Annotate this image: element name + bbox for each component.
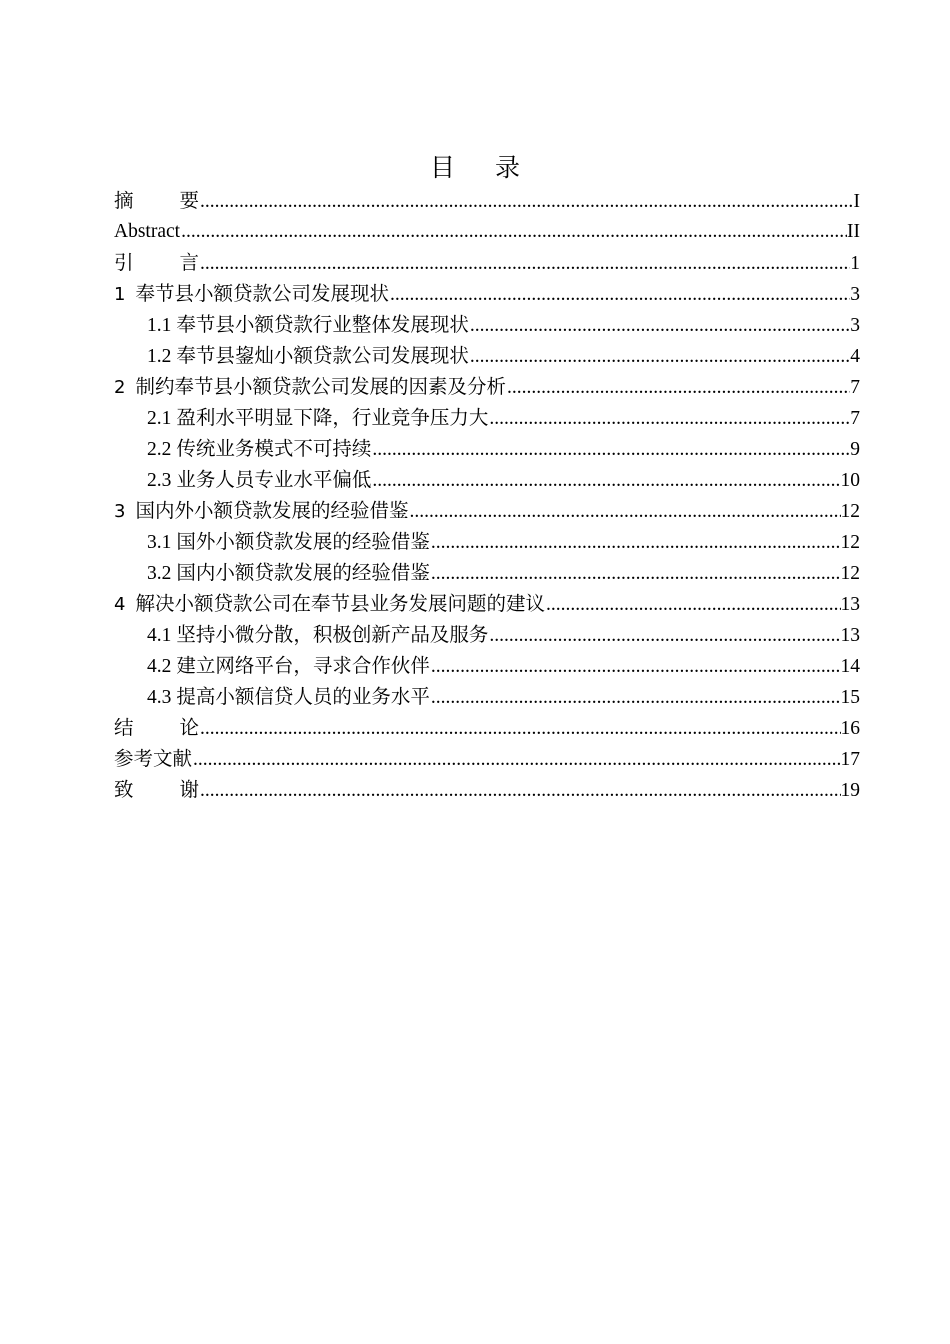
dot-leader [199,775,840,806]
toc-entry-page-number: 9 [850,439,860,460]
toc-entry-label: 解决小额贷款公司在奉节县业务发展问题的建议 [135,592,545,615]
toc-entry-page-number: 12 [840,532,860,553]
toc-entry-number: 3 [114,501,126,522]
toc-entry[interactable] [114,278,860,309]
toc-entry-page-number: 7 [850,377,860,398]
toc-title-part2: 录 [495,153,521,182]
toc-entry-label: 国内外小额贷款发展的经验借鉴 [135,499,409,522]
toc-entry-label: 坚持小微分散，积极创新产品及服务 [176,623,489,646]
dot-leader [199,186,853,217]
toc-entry-label: 摘要 [114,189,246,212]
toc-entry-number: 4.3 [147,687,172,708]
toc-entry-page-number: 4 [850,346,860,367]
toc-entry-page-number: 13 [840,594,860,615]
toc-entry[interactable] [114,247,860,278]
dot-leader [199,713,840,744]
toc-entry-number: 3.2 [147,563,172,584]
dot-leader [371,434,850,465]
toc-entry-label: 奉节县小额贷款公司发展现状 [135,282,389,305]
toc-entry-number: 2 [114,377,126,398]
toc-entry-number: 2.2 [147,439,172,460]
toc-entry[interactable] [114,743,860,774]
toc-entry-label: 奉节县鋆灿小额贷款公司发展现状 [176,344,469,367]
toc-list [114,185,860,805]
toc-entry-number: 4 [114,594,126,615]
toc-entry-label: 制约奉节县小额贷款公司发展的因素及分析 [135,375,506,398]
toc-entry[interactable] [114,340,860,371]
toc-entry[interactable] [114,712,860,743]
dot-leader [545,589,841,620]
toc-entry-label: 奉节县小额贷款行业整体发展现状 [176,313,469,336]
toc-entry-label: 致谢 [114,778,246,801]
dot-leader [469,310,850,341]
dot-leader [488,620,840,651]
toc-entry-page-number: 13 [840,625,860,646]
toc-entry-number: 2.1 [147,408,172,429]
toc-entry-page-number: II [847,221,860,242]
toc-entry-page-number: 14 [840,656,860,677]
toc-entry-page-number: 19 [840,780,860,801]
dot-leader [180,216,847,247]
dot-leader [430,651,841,682]
toc-entry[interactable] [114,371,860,402]
toc-entry-page-number: 1 [850,253,860,274]
toc-entry-page-number: 12 [840,501,860,522]
toc-entry-page-number: I [853,191,860,212]
toc-entry[interactable] [114,650,860,681]
toc-entry[interactable] [114,774,860,805]
toc-entry-label: 传统业务模式不可持续 [176,437,372,460]
toc-entry[interactable] [114,588,860,619]
toc-entry[interactable] [114,495,860,526]
toc-entry-label: Abstract [114,221,181,242]
toc-entry-page-number: 16 [840,718,860,739]
toc-entry-page-number: 12 [840,563,860,584]
toc-entry-label: 盈利水平明显下降，行业竞争压力大 [176,406,489,429]
toc-entry[interactable] [114,185,860,216]
dot-leader [199,248,850,279]
toc-entry[interactable] [114,619,860,650]
toc-entry-number: 3.1 [147,532,172,553]
toc-entry-number: 4.1 [147,625,172,646]
toc-entry-label: 建立网络平台，寻求合作伙伴 [176,654,430,677]
toc-entry[interactable] [114,216,860,247]
toc-title [0,150,950,186]
dot-leader [430,527,841,558]
toc-entry-label: 结论 [114,716,246,739]
toc-entry-number: 4.2 [147,656,172,677]
toc-title-part1: 目 [429,153,455,182]
dot-leader [192,744,840,775]
toc-entry-label: 引言 [114,251,246,274]
toc-entry-number: 1 [114,284,126,305]
toc-entry-label: 国内小额贷款发展的经验借鉴 [176,561,430,584]
dot-leader [506,372,850,403]
toc-entry-number: 2.3 [147,470,172,491]
toc-entry-page-number: 3 [850,284,860,305]
toc-entry[interactable] [114,557,860,588]
dot-leader [408,496,840,527]
dot-leader [469,341,850,372]
toc-entry-page-number: 10 [840,470,860,491]
toc-entry-number: 1.2 [147,346,172,367]
toc-entry[interactable] [114,464,860,495]
dot-leader [389,279,850,310]
toc-entry[interactable] [114,681,860,712]
toc-entry-label: 参考文献 [114,747,193,770]
toc-entry-label: 国外小额贷款发展的经验借鉴 [176,530,430,553]
dot-leader [430,682,841,713]
toc-entry-page-number: 15 [840,687,860,708]
toc-entry-number: 1.1 [147,315,172,336]
toc-entry-label: 提高小额信贷人员的业务水平 [176,685,430,708]
toc-entry[interactable] [114,402,860,433]
toc-entry[interactable] [114,526,860,557]
toc-entry[interactable] [114,309,860,340]
dot-leader [488,403,850,434]
toc-entry-label: 业务人员专业水平偏低 [176,468,372,491]
toc-entry-page-number: 3 [850,315,860,336]
toc-entry[interactable] [114,433,860,464]
dot-leader [371,465,840,496]
toc-entry-page-number: 7 [850,408,860,429]
toc-entry-page-number: 17 [840,749,860,770]
dot-leader [430,558,841,589]
